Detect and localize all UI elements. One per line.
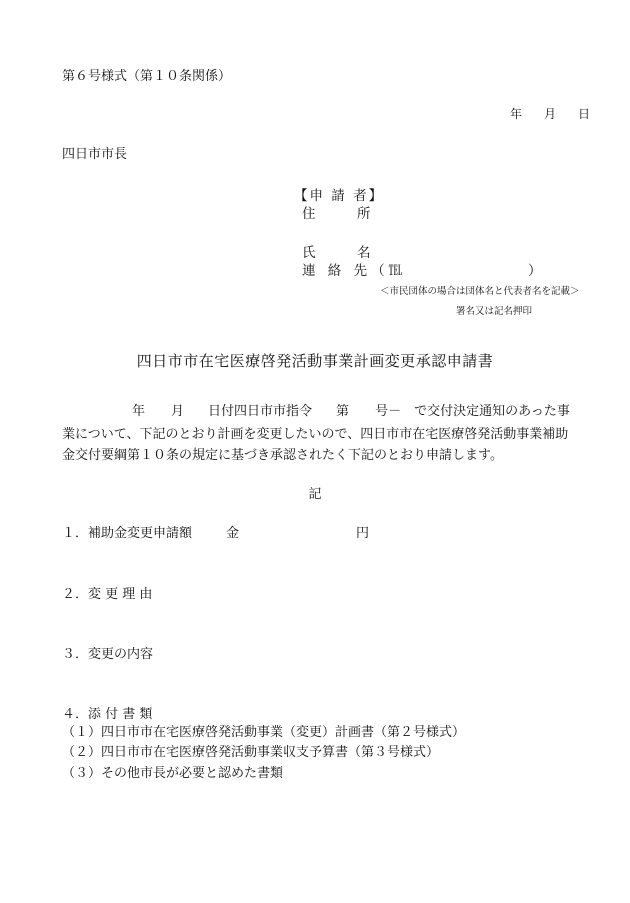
date-year: 年 [509,107,522,121]
attachment-item: （３）その他市長が必要と認めた書類 [62,766,284,781]
item-amount-kin: 金 [226,526,240,541]
item-content-label: ３．変更の内容 [62,647,154,662]
item-amount-en: 円 [356,526,370,541]
date-month: 月 [543,107,556,121]
date-day: 日 [577,107,590,121]
applicant-contact-label: 連 絡 先（℡ [302,263,407,279]
applicant-address-label: 住 所 [302,206,385,222]
document-title: 四日市市在宅医療啓発活動事業計画変更承認申請書 [136,352,494,370]
body-line-2: 業について、下記のとおり計画を変更したいので、四日市市在宅医療啓発活動事業補助 [62,427,569,442]
body-go: 号－ で交付決定通知のあった事 [375,404,570,419]
attachment-item: （１）四日市市在宅医療啓発活動事業（変更）計画書（第２号様式） [62,725,466,740]
body-directive: 日付四日市市指令 [208,404,313,419]
attachment-item: （２）四日市市在宅医療啓発活動事業収支予算書（第３号様式） [62,745,440,760]
item-amount-label: １．補助金変更申請額 [62,526,193,541]
body-line-3: 金交付要綱第１０条の規定に基づき承認されたく下記のとおり申請します。 [62,448,503,463]
addressee: 四日市市長 [62,147,128,162]
applicant-name-label: 氏 名 [302,245,385,261]
item-attachments-label: ４．添 付 書 類 [62,707,153,722]
body-year: 年 [132,404,146,419]
seal-note: 署名又は記名押印 [456,306,533,317]
body-month: 月 [171,404,185,419]
group-note: ＜市民団体の場合は団体名と代表者名を記載＞ [380,286,580,297]
body-line-1 [132,405,570,418]
body-dai: 第 [336,404,350,419]
ki-heading: 記 [308,487,322,502]
applicant-contact-close: ） [528,263,542,279]
item-reason-label: ２．変 更 理 由 [62,587,153,602]
form-number: 第６号様式（第１０条関係） [62,69,232,84]
applicant-heading: 【申 請 者】 [294,188,385,204]
date-line [510,108,590,120]
